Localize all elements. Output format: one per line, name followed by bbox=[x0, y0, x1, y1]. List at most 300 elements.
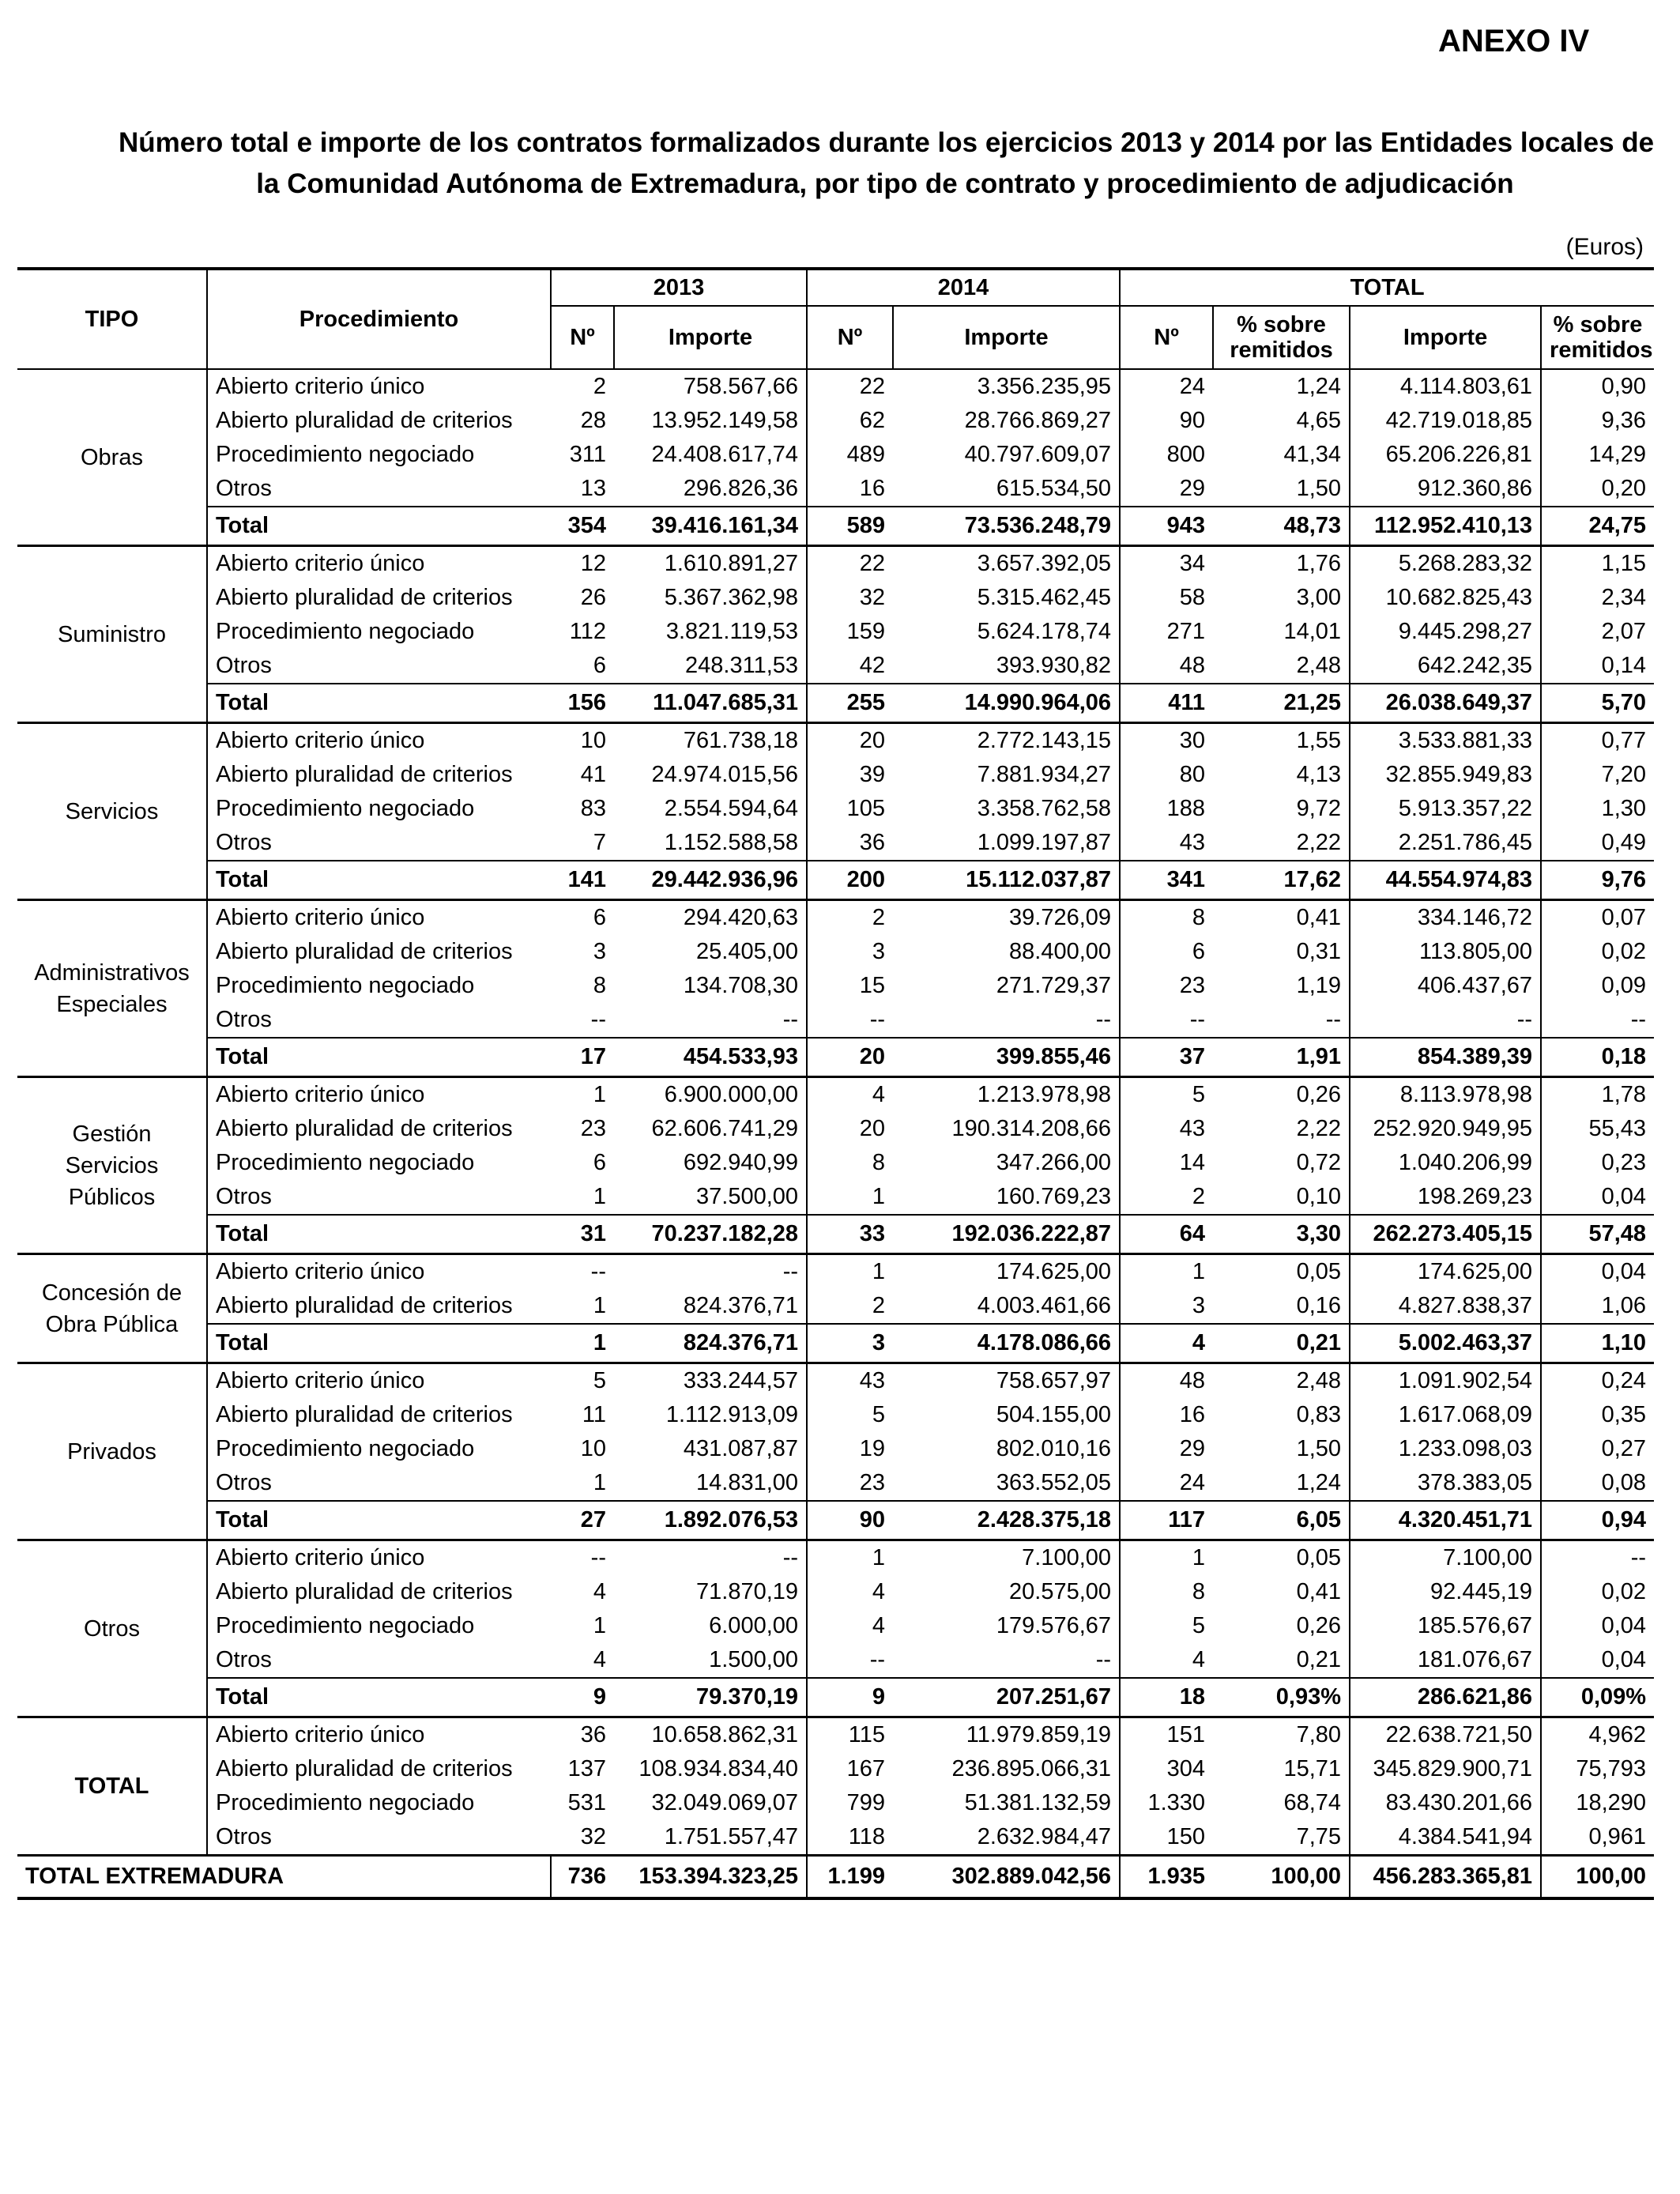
table-row bbox=[17, 1077, 1654, 1113]
cell-importe-2013: 1.112.913,09 bbox=[614, 1398, 807, 1432]
cell-importe-2013: 79.370,19 bbox=[614, 1678, 807, 1717]
cell-importe-2013: 248.311,53 bbox=[614, 649, 807, 684]
cell-final-pct-importe: 100,00 bbox=[1541, 1856, 1654, 1899]
cell-n-2013: -- bbox=[590, 1007, 606, 1032]
cell-n-2013: 26 bbox=[580, 585, 606, 610]
cell-n-2013: 23 bbox=[580, 1116, 606, 1141]
cell-pct-n: 6,05 bbox=[1213, 1501, 1350, 1540]
header-total-pct-n bbox=[1213, 306, 1350, 369]
cell-pct-n: 21,25 bbox=[1213, 684, 1350, 723]
cell-final-importe-2013: 153.394.323,25 bbox=[614, 1856, 807, 1899]
cell-importe-2014: 51.381.132,59 bbox=[893, 1786, 1120, 1820]
cell-n-2014: 43 bbox=[859, 1368, 886, 1393]
cell-importe-total: 83.430.201,66 bbox=[1350, 1786, 1541, 1820]
cell-n-2013: 1 bbox=[593, 1470, 606, 1495]
cell-pct-n: 0,83 bbox=[1213, 1398, 1350, 1432]
cell-n-total: 24 bbox=[1179, 1470, 1206, 1495]
cell-importe-total: 334.146,72 bbox=[1350, 900, 1541, 936]
cell-importe-2013: 3.821.119,53 bbox=[614, 615, 807, 649]
cell-pct-importe: 0,23 bbox=[1601, 1150, 1647, 1175]
cell-importe-2013: 431.087,87 bbox=[614, 1432, 807, 1466]
cell-pct-importe: 75,793 bbox=[1576, 1756, 1647, 1781]
cell-pct-importe: 1,78 bbox=[1601, 1082, 1647, 1107]
cell-n-total: 37 bbox=[1120, 1038, 1213, 1077]
cell-pct-n: 0,05 bbox=[1213, 1254, 1350, 1290]
table-row bbox=[17, 969, 1654, 1003]
cell-procedimiento: Abierto pluralidad de criterios bbox=[216, 939, 513, 964]
cell-importe-2013: 5.367.362,98 bbox=[614, 581, 807, 615]
cell-importe-total: 854.389,39 bbox=[1350, 1038, 1541, 1077]
table-row bbox=[17, 1146, 1654, 1180]
cell-procedimiento: Otros bbox=[216, 476, 272, 501]
cell-importe-2013: 37.500,00 bbox=[614, 1180, 807, 1215]
cell-n-2014: 105 bbox=[846, 796, 886, 821]
cell-importe-total: 286.621,86 bbox=[1350, 1678, 1541, 1717]
table-row bbox=[17, 649, 1654, 684]
cell-n-2013: 8 bbox=[593, 973, 606, 998]
total-row bbox=[17, 1038, 1654, 1077]
cell-n-2013: 1 bbox=[593, 1293, 606, 1318]
cell-n-2014: 799 bbox=[846, 1790, 886, 1815]
cell-n-2014: 19 bbox=[859, 1436, 886, 1461]
cell-importe-2014: 2.772.143,15 bbox=[893, 723, 1120, 759]
cell-pct-n: 0,26 bbox=[1213, 1609, 1350, 1643]
cell-pct-n: 41,34 bbox=[1213, 438, 1350, 472]
cell-pct-importe: 4,962 bbox=[1588, 1722, 1647, 1747]
cell-importe-2013: 333.244,57 bbox=[614, 1363, 807, 1399]
cell-procedimiento: Total bbox=[207, 684, 551, 723]
cell-importe-2014: 28.766.869,27 bbox=[893, 404, 1120, 438]
cell-importe-2013: 24.408.617,74 bbox=[614, 438, 807, 472]
cell-n-total: 3 bbox=[1192, 1293, 1206, 1318]
cell-n-total: 4 bbox=[1192, 1647, 1206, 1672]
cell-n-2014: 167 bbox=[846, 1756, 886, 1781]
cell-n-2014: 5 bbox=[872, 1402, 886, 1427]
tipo-label-line: Otros bbox=[84, 1615, 140, 1642]
table-row bbox=[17, 404, 1654, 438]
cell-procedimiento: Abierto criterio único bbox=[216, 1368, 425, 1393]
cell-pct-importe: 1,30 bbox=[1601, 796, 1647, 821]
cell-importe-2014: 14.990.964,06 bbox=[893, 684, 1120, 723]
cell-importe-total: 7.100,00 bbox=[1350, 1540, 1541, 1576]
cell-procedimiento: Abierto criterio único bbox=[216, 1082, 425, 1107]
cell-n-2013: 1 bbox=[593, 1184, 606, 1209]
cell-pct-importe: 0,09% bbox=[1541, 1678, 1654, 1717]
cell-n-2013: 1 bbox=[551, 1324, 614, 1363]
cell-importe-2014: 1.213.978,98 bbox=[893, 1077, 1120, 1113]
table-row bbox=[17, 472, 1654, 507]
table-row bbox=[17, 1575, 1654, 1609]
cell-n-2014: 32 bbox=[859, 585, 886, 610]
header-2013-importe: Importe bbox=[614, 306, 807, 369]
cell-n-2013: 156 bbox=[551, 684, 614, 723]
cell-importe-2014: 363.552,05 bbox=[893, 1466, 1120, 1501]
table-row bbox=[17, 1466, 1654, 1501]
cell-procedimiento: Otros bbox=[216, 1007, 272, 1032]
cell-procedimiento: Abierto criterio único bbox=[216, 1259, 425, 1284]
cell-n-total: 43 bbox=[1179, 1116, 1206, 1141]
cell-pct-n: 3,00 bbox=[1213, 581, 1350, 615]
cell-importe-2014: -- bbox=[893, 1643, 1120, 1678]
cell-n-2014: 2 bbox=[872, 1293, 886, 1318]
cell-n-2013: 3 bbox=[593, 939, 606, 964]
cell-n-2013: -- bbox=[590, 1545, 606, 1570]
cell-importe-total: 44.554.974,83 bbox=[1350, 861, 1541, 900]
cell-n-2014: 589 bbox=[807, 507, 893, 546]
tipo-cell bbox=[17, 1077, 207, 1254]
header-2014: 2014 bbox=[807, 269, 1120, 306]
cell-pct-importe: 14,29 bbox=[1588, 442, 1647, 467]
cell-n-total: 800 bbox=[1166, 442, 1206, 467]
cell-importe-total: 198.269,23 bbox=[1350, 1180, 1541, 1215]
cell-importe-2013: 71.870,19 bbox=[614, 1575, 807, 1609]
cell-importe-2014: 615.534,50 bbox=[893, 472, 1120, 507]
cell-importe-total: 10.682.825,43 bbox=[1350, 581, 1541, 615]
cell-pct-n: 2,48 bbox=[1213, 649, 1350, 684]
table-row bbox=[17, 1643, 1654, 1678]
cell-importe-2013: 25.405,00 bbox=[614, 935, 807, 969]
cell-n-total: 304 bbox=[1166, 1756, 1206, 1781]
cell-n-2013: 112 bbox=[569, 619, 606, 644]
cell-pct-n: 2,48 bbox=[1213, 1363, 1350, 1399]
cell-n-total: 8 bbox=[1192, 905, 1206, 930]
cell-n-total: 411 bbox=[1120, 684, 1213, 723]
cell-n-2014: 159 bbox=[846, 619, 886, 644]
cell-importe-total: 8.113.978,98 bbox=[1350, 1077, 1541, 1113]
cell-pct-n: 1,50 bbox=[1213, 1432, 1350, 1466]
cell-procedimiento: Otros bbox=[216, 1470, 272, 1495]
cell-n-2014: 20 bbox=[807, 1038, 893, 1077]
tipo-label-line: Concesión de bbox=[41, 1280, 183, 1306]
cell-pct-n: 15,71 bbox=[1213, 1752, 1350, 1786]
cell-importe-2013: -- bbox=[614, 1254, 807, 1290]
cell-pct-importe: 0,77 bbox=[1601, 728, 1647, 753]
cell-n-2014: 1 bbox=[872, 1545, 886, 1570]
cell-n-2013: 531 bbox=[567, 1790, 606, 1815]
cell-importe-2014: 236.895.066,31 bbox=[893, 1752, 1120, 1786]
cell-pct-n: 0,72 bbox=[1213, 1146, 1350, 1180]
cell-procedimiento: Otros bbox=[216, 830, 272, 855]
cell-pct-importe: 0,04 bbox=[1601, 1184, 1647, 1209]
cell-pct-importe: 0,07 bbox=[1601, 905, 1647, 930]
cell-pct-importe: 0,27 bbox=[1601, 1436, 1647, 1461]
cell-importe-total: 262.273.405,15 bbox=[1350, 1215, 1541, 1254]
table-row bbox=[17, 581, 1654, 615]
cell-importe-2014: 758.657,97 bbox=[893, 1363, 1120, 1399]
table-row bbox=[17, 758, 1654, 792]
cell-n-2014: 9 bbox=[807, 1678, 893, 1717]
header-total-importe: Importe bbox=[1350, 306, 1541, 369]
tipo-cell bbox=[17, 900, 207, 1077]
cell-procedimiento: Total bbox=[207, 1501, 551, 1540]
cell-procedimiento: Total bbox=[207, 861, 551, 900]
cell-importe-total: 92.445,19 bbox=[1350, 1575, 1541, 1609]
cell-pct-n: 1,55 bbox=[1213, 723, 1350, 759]
cell-procedimiento: Procedimiento negociado bbox=[216, 973, 475, 998]
cell-importe-total: 252.920.949,95 bbox=[1350, 1112, 1541, 1146]
cell-procedimiento: Total bbox=[207, 1038, 551, 1077]
grand-total-row bbox=[17, 1820, 1654, 1856]
cell-importe-total: 32.855.949,83 bbox=[1350, 758, 1541, 792]
cell-importe-2013: 6.900.000,00 bbox=[614, 1077, 807, 1113]
header-pct-imp-line1: % sobre bbox=[1553, 312, 1643, 337]
cell-importe-2014: 399.855,46 bbox=[893, 1038, 1120, 1077]
cell-pct-n: 2,22 bbox=[1213, 1112, 1350, 1146]
cell-importe-2014: 179.576,67 bbox=[893, 1609, 1120, 1643]
cell-n-2014: 4 bbox=[872, 1082, 886, 1107]
table-row bbox=[17, 369, 1654, 404]
tipo-label-line: Administrativos bbox=[34, 959, 190, 986]
cell-pct-importe: 0,04 bbox=[1601, 1613, 1647, 1638]
tipo-label-line: Suministro bbox=[58, 621, 166, 647]
cell-importe-2013: 134.708,30 bbox=[614, 969, 807, 1003]
cell-n-2013: 5 bbox=[593, 1368, 606, 1393]
cell-importe-total: -- bbox=[1350, 1003, 1541, 1038]
cell-n-total: 8 bbox=[1192, 1579, 1206, 1604]
cell-n-2013: 141 bbox=[551, 861, 614, 900]
cell-n-2013: 12 bbox=[580, 551, 606, 576]
cell-n-2013: 27 bbox=[551, 1501, 614, 1540]
cell-pct-importe: -- bbox=[1630, 1545, 1647, 1570]
cell-importe-2014: 1.099.197,87 bbox=[893, 826, 1120, 861]
cell-final-n-2014: 1.199 bbox=[807, 1856, 893, 1899]
cell-importe-2013: 108.934.834,40 bbox=[614, 1752, 807, 1786]
header-total-pct-importe bbox=[1541, 306, 1654, 369]
table-body bbox=[17, 369, 1654, 1898]
cell-n-2013: 10 bbox=[580, 1436, 606, 1461]
cell-procedimiento: Total bbox=[207, 1215, 551, 1254]
tipo-label-line: Obras bbox=[81, 444, 143, 470]
document-title bbox=[119, 123, 1655, 205]
table-row bbox=[17, 1112, 1654, 1146]
cell-final-importe-2014: 302.889.042,56 bbox=[893, 1856, 1120, 1899]
total-row bbox=[17, 1501, 1654, 1540]
cell-n-2013: 4 bbox=[593, 1579, 606, 1604]
table-row bbox=[17, 1254, 1654, 1290]
cell-n-2013: 10 bbox=[580, 728, 606, 753]
cell-importe-2014: 2.428.375,18 bbox=[893, 1501, 1120, 1540]
cell-n-2013: 11 bbox=[582, 1402, 606, 1427]
cell-pct-importe: 1,15 bbox=[1601, 551, 1647, 576]
cell-pct-importe: 0,09 bbox=[1601, 973, 1647, 998]
cell-n-2014: 22 bbox=[859, 374, 886, 399]
cell-n-total: 48 bbox=[1179, 653, 1206, 678]
cell-n-2014: 8 bbox=[872, 1150, 886, 1175]
cell-procedimiento: Abierto pluralidad de criterios bbox=[216, 408, 513, 433]
cell-n-2013: 32 bbox=[580, 1824, 606, 1849]
table-row bbox=[17, 1363, 1654, 1399]
cell-importe-2013: 62.606.741,29 bbox=[614, 1112, 807, 1146]
cell-pct-n: 0,41 bbox=[1213, 1575, 1350, 1609]
cell-importe-total: 113.805,00 bbox=[1350, 935, 1541, 969]
cell-n-total: 117 bbox=[1120, 1501, 1213, 1540]
table-row bbox=[17, 438, 1654, 472]
cell-pct-importe: 0,90 bbox=[1601, 374, 1647, 399]
cell-n-2013: 1 bbox=[593, 1613, 606, 1638]
cell-n-2014: 2 bbox=[872, 905, 886, 930]
cell-importe-total: 9.445.298,27 bbox=[1350, 615, 1541, 649]
cell-n-2013: 41 bbox=[580, 762, 606, 787]
cell-pct-importe: 0,04 bbox=[1601, 1647, 1647, 1672]
cell-pct-importe: 2,07 bbox=[1601, 619, 1647, 644]
cell-n-2013: 2 bbox=[593, 374, 606, 399]
cell-pct-importe: 0,94 bbox=[1541, 1501, 1654, 1540]
cell-n-total: 23 bbox=[1179, 973, 1206, 998]
cell-importe-2014: 504.155,00 bbox=[893, 1398, 1120, 1432]
cell-pct-n: 1,91 bbox=[1213, 1038, 1350, 1077]
cell-n-2014: 489 bbox=[846, 442, 886, 467]
cell-n-total: 24 bbox=[1179, 374, 1206, 399]
cell-n-2014: -- bbox=[869, 1647, 886, 1672]
cell-n-2014: 36 bbox=[859, 830, 886, 855]
tipo-cell bbox=[17, 1254, 207, 1363]
table-row bbox=[17, 1180, 1654, 1215]
cell-importe-2013: 296.826,36 bbox=[614, 472, 807, 507]
tipo-label-line: Especiales bbox=[56, 991, 168, 1017]
cell-n-2014: 255 bbox=[807, 684, 893, 723]
cell-n-total: 58 bbox=[1179, 585, 1206, 610]
cell-importe-total: 5.913.357,22 bbox=[1350, 792, 1541, 826]
cell-importe-2013: 10.658.862,31 bbox=[614, 1717, 807, 1753]
cell-n-2014: 1 bbox=[872, 1259, 886, 1284]
cell-importe-2014: 802.010,16 bbox=[893, 1432, 1120, 1466]
cell-pct-importe: 55,43 bbox=[1588, 1116, 1647, 1141]
cell-n-total: 30 bbox=[1179, 728, 1206, 753]
cell-pct-n: 0,21 bbox=[1213, 1324, 1350, 1363]
cell-pct-importe: 0,18 bbox=[1541, 1038, 1654, 1077]
cell-pct-n: 7,80 bbox=[1213, 1717, 1350, 1753]
cell-pct-importe: 57,48 bbox=[1541, 1215, 1654, 1254]
cell-n-2014: 16 bbox=[859, 476, 886, 501]
cell-pct-n: 0,26 bbox=[1213, 1077, 1350, 1113]
header-2014-n: Nº bbox=[807, 306, 893, 369]
cell-importe-total: 181.076,67 bbox=[1350, 1643, 1541, 1678]
cell-importe-2014: 192.036.222,87 bbox=[893, 1215, 1120, 1254]
cell-n-2014: 1 bbox=[872, 1184, 886, 1209]
cell-importe-total: 3.533.881,33 bbox=[1350, 723, 1541, 759]
cell-pct-n: 0,31 bbox=[1213, 935, 1350, 969]
cell-importe-total: 912.360,86 bbox=[1350, 472, 1541, 507]
cell-importe-total: 22.638.721,50 bbox=[1350, 1717, 1541, 1753]
table-row bbox=[17, 1540, 1654, 1576]
table-row bbox=[17, 723, 1654, 759]
total-row bbox=[17, 861, 1654, 900]
cell-n-2013: 6 bbox=[593, 653, 606, 678]
cell-importe-2014: 271.729,37 bbox=[893, 969, 1120, 1003]
cell-pct-n: 1,50 bbox=[1213, 472, 1350, 507]
cell-n-total: 943 bbox=[1120, 507, 1213, 546]
cell-pct-importe: 1,06 bbox=[1601, 1293, 1647, 1318]
tipo-label-line: Servicios bbox=[65, 1152, 159, 1178]
cell-importe-2014: 7.881.934,27 bbox=[893, 758, 1120, 792]
cell-importe-total: 4.384.541,94 bbox=[1350, 1820, 1541, 1856]
cell-importe-2013: 29.442.936,96 bbox=[614, 861, 807, 900]
cell-importe-total: 4.827.838,37 bbox=[1350, 1289, 1541, 1324]
cell-importe-2014: 393.930,82 bbox=[893, 649, 1120, 684]
cell-pct-importe: 0,02 bbox=[1601, 939, 1647, 964]
cell-pct-importe: 0,49 bbox=[1601, 830, 1647, 855]
cell-importe-2013: 11.047.685,31 bbox=[614, 684, 807, 723]
cell-pct-n: 0,93% bbox=[1213, 1678, 1350, 1717]
cell-importe-2013: 6.000,00 bbox=[614, 1609, 807, 1643]
cell-importe-2014: 174.625,00 bbox=[893, 1254, 1120, 1290]
total-extremadura-label: TOTAL EXTREMADURA bbox=[17, 1856, 551, 1899]
header-total-n: Nº bbox=[1120, 306, 1213, 369]
tipo-cell bbox=[17, 369, 207, 546]
cell-procedimiento: Procedimiento negociado bbox=[216, 1436, 475, 1461]
cell-importe-total: 378.383,05 bbox=[1350, 1466, 1541, 1501]
cell-n-2014: 22 bbox=[859, 551, 886, 576]
cell-importe-total: 2.251.786,45 bbox=[1350, 826, 1541, 861]
header-2013: 2013 bbox=[551, 269, 807, 306]
header-pct-n-line2: remitidos bbox=[1230, 337, 1333, 363]
cell-importe-total: 1.617.068,09 bbox=[1350, 1398, 1541, 1432]
cell-n-2013: 6 bbox=[593, 905, 606, 930]
cell-procedimiento: Procedimiento negociado bbox=[216, 1790, 475, 1815]
tipo-cell bbox=[17, 546, 207, 723]
cell-procedimiento: Procedimiento negociado bbox=[216, 442, 475, 467]
cell-pct-importe: 18,290 bbox=[1576, 1790, 1647, 1815]
cell-procedimiento: Procedimiento negociado bbox=[216, 796, 475, 821]
cell-importe-2014: 20.575,00 bbox=[893, 1575, 1120, 1609]
cell-n-total: 188 bbox=[1166, 796, 1206, 821]
cell-importe-2013: 1.500,00 bbox=[614, 1643, 807, 1678]
tipo-label-line: Gestión bbox=[72, 1121, 152, 1147]
cell-n-total: 29 bbox=[1179, 1436, 1206, 1461]
cell-importe-2014: 3.657.392,05 bbox=[893, 546, 1120, 582]
table-row bbox=[17, 1432, 1654, 1466]
cell-importe-2013: 1.751.557,47 bbox=[614, 1820, 807, 1856]
cell-n-2014: 33 bbox=[807, 1215, 893, 1254]
cell-importe-2014: 4.178.086,66 bbox=[893, 1324, 1120, 1363]
header-2014-importe: Importe bbox=[893, 306, 1120, 369]
cell-importe-2013: 824.376,71 bbox=[614, 1289, 807, 1324]
cell-procedimiento: Abierto criterio único bbox=[216, 1545, 425, 1570]
cell-pct-n: 1,24 bbox=[1213, 1466, 1350, 1501]
header-pct-imp-line2: remitidos bbox=[1550, 337, 1653, 363]
cell-importe-total: 406.437,67 bbox=[1350, 969, 1541, 1003]
cell-pct-n: 68,74 bbox=[1213, 1786, 1350, 1820]
cell-n-2013: 17 bbox=[551, 1038, 614, 1077]
cell-importe-total: 1.040.206,99 bbox=[1350, 1146, 1541, 1180]
cell-pct-n: 9,72 bbox=[1213, 792, 1350, 826]
cell-importe-2013: 454.533,93 bbox=[614, 1038, 807, 1077]
cell-importe-2014: 15.112.037,87 bbox=[893, 861, 1120, 900]
cell-n-2014: 200 bbox=[807, 861, 893, 900]
total-row bbox=[17, 1215, 1654, 1254]
cell-importe-2014: -- bbox=[893, 1003, 1120, 1038]
table-row bbox=[17, 935, 1654, 969]
currency-units: (Euros) bbox=[1565, 234, 1644, 260]
cell-n-total: 48 bbox=[1179, 1368, 1206, 1393]
cell-n-2013: 311 bbox=[569, 442, 606, 467]
cell-n-2013: 4 bbox=[593, 1647, 606, 1672]
header-total: TOTAL bbox=[1120, 269, 1654, 306]
cell-n-total: 43 bbox=[1179, 830, 1206, 855]
cell-procedimiento: Abierto pluralidad de criterios bbox=[216, 585, 513, 610]
cell-importe-2014: 190.314.208,66 bbox=[893, 1112, 1120, 1146]
cell-n-2013: 13 bbox=[580, 476, 606, 501]
tipo-cell bbox=[17, 723, 207, 900]
cell-n-total: 341 bbox=[1120, 861, 1213, 900]
cell-pct-importe: 9,36 bbox=[1601, 408, 1647, 433]
table-row bbox=[17, 615, 1654, 649]
table-row bbox=[17, 546, 1654, 582]
cell-pct-importe: 0,20 bbox=[1601, 476, 1647, 501]
cell-n-total: 271 bbox=[1166, 619, 1206, 644]
cell-pct-n: 14,01 bbox=[1213, 615, 1350, 649]
header-procedimiento: Procedimiento bbox=[207, 269, 551, 369]
